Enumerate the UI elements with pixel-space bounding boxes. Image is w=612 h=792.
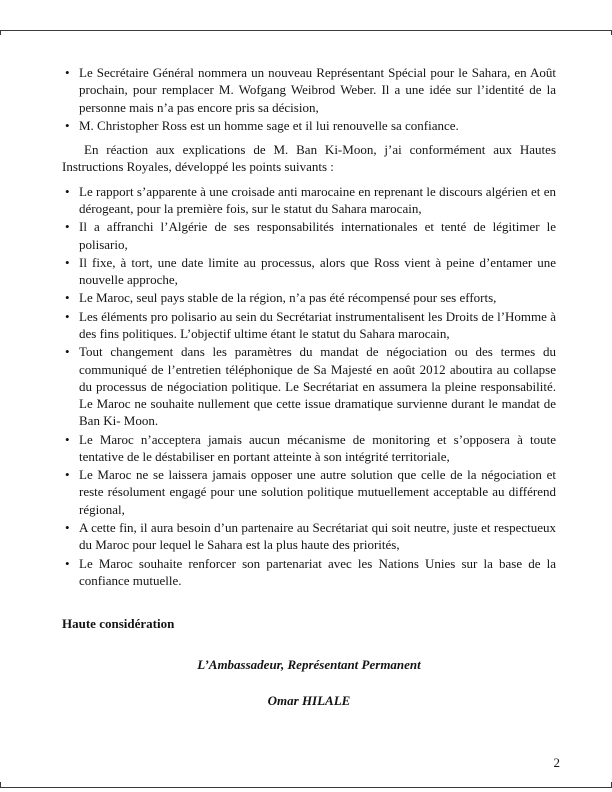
list-item: • Il a affranchi l’Algérie de ses responsabilités internationales et tenté de légitimer le polisario, xyxy=(62,218,556,253)
signature-title: L’Ambassadeur, Représentant Permanent xyxy=(197,657,421,673)
frame-tick xyxy=(0,782,1,787)
page-frame-top xyxy=(0,30,612,31)
list-item: • A cette fin, il aura besoin d’un partenaire au Secrétariat qui soit neutre, juste et respectueux du Maroc pour lequel le Sahara est la plus haute des priorités, xyxy=(62,519,556,554)
list-item: • Il fixe, à tort, une date limite au processus, alors que Ross vient à peine d’entamer une nouvelle approche, xyxy=(62,254,556,289)
page-number: 2 xyxy=(553,755,560,770)
intro-bullet-list xyxy=(62,64,556,134)
points-bullet-list xyxy=(62,183,556,589)
list-item: • Le Maroc souhaite renforcer son partenariat avec les Nations Unies sur la base de la confiance mutuelle. xyxy=(62,555,556,590)
list-item: • Le Maroc, seul pays stable de la région, n’a pas été récompensé pour ses efforts, xyxy=(62,289,556,306)
list-item: • Tout changement dans les paramètres du mandat de négociation ou des termes du communiqué de l’entretien téléphonique de Sa Majesté en août 2012 aboutira au collapse du processus de négociation politique. Le Secrétariat en assumera la pleine responsabilité. Le Maroc ne souhaite nullement que cette issue dramatique survienne durant le mandat de Ban Ki- Moon. xyxy=(62,343,556,429)
list-item: • Le rapport s’apparente à une croisade anti marocaine en reprenant le discours algérien et en dérogeant, pour la première fois, sur le statut du Sahara marocain, xyxy=(62,183,556,218)
list-item: • Le Maroc ne se laissera jamais opposer une autre solution que celle de la négociation et reste résolument engagé pour une solution politique mutuellement acceptable au différend régional, xyxy=(62,466,556,518)
list-item: • Le Maroc n’acceptera jamais aucun mécanisme de monitoring et s’opposera à toute tentative de le déstabiliser en portant atteinte à son intégrité territoriale, xyxy=(62,431,556,466)
frame-tick xyxy=(0,30,1,35)
signature-name: Omar HILALE xyxy=(267,692,351,708)
list-item: • Les éléments pro polisario au sein du Secrétariat instrumentalisent les Droits de l’Homme à des fins politiques. L’objectif ultime étant le statut du Sahara marocain, xyxy=(62,308,556,343)
list-item: • M. Christopher Ross est un homme sage et il lui renouvelle sa confiance. xyxy=(62,117,556,134)
closing-line: Haute considération xyxy=(62,616,175,632)
list-item: • Le Secrétaire Général nommera un nouveau Représentant Spécial pour le Sahara, en Août prochain, pour remplacer M. Wofgang Weibrod Weber. Il a une idée sur l’identité de la personne mais n’a pas encore pris sa décision, xyxy=(62,64,556,116)
page-frame-bottom xyxy=(0,787,612,788)
intro-paragraph: En réaction aux explications de M. Ban Ki-Moon, j’ai conformément aux Hautes Instructions Royales, développé les points suivants : xyxy=(62,142,556,175)
document-body xyxy=(62,64,556,722)
